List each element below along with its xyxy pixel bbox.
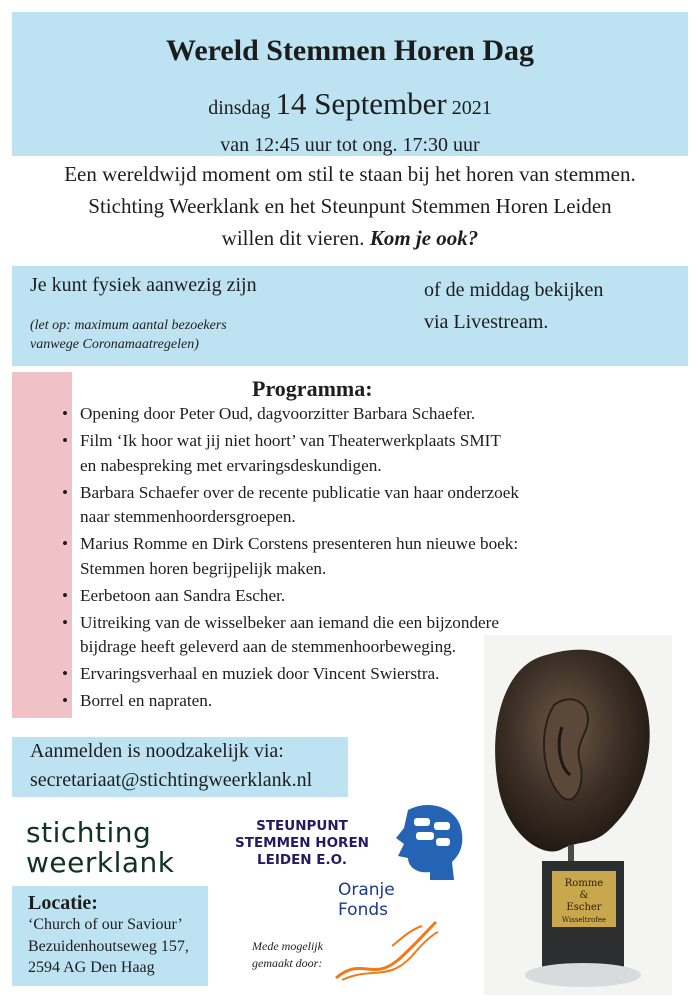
plaque-line-2: & (579, 890, 589, 901)
program-item (62, 481, 622, 530)
program-item-line: naar stemmenhoordersgroepen. (80, 507, 296, 526)
stichting-weerklank-logo (26, 818, 174, 878)
steunpunt-logo (218, 818, 478, 888)
program-item-line: bijdrage heeft geleverd aan de stemmenhoorbeweging. (80, 637, 457, 656)
steunpunt-logo-text (218, 818, 386, 869)
sponsor-caption-line-1: Mede mogelijk (252, 939, 323, 953)
header-banner (12, 12, 688, 156)
plaque-line-4: Wisseltrofee (561, 916, 607, 924)
location-title: Locatie: (28, 892, 98, 914)
intro-line-1: Een wereldwijd moment om stil te staan bij het horen van stemmen. (64, 162, 636, 186)
intro-line-3 (12, 222, 688, 254)
intro-emphasis: Kom je ook? (369, 226, 479, 250)
program-item-line: • Uitreiking van de wisselbeker aan iemand die een bijzondere (80, 612, 500, 632)
sponsor-caption-line-2: gemaakt door: (252, 956, 323, 970)
weerklank-logo-line-2: weerklank (26, 846, 175, 879)
attend-note-line-2: vanwege Coronamaatregelen) (30, 337, 199, 352)
event-time: van 12:45 uur tot ong. 17:30 uur (220, 134, 480, 156)
date-year: 2021 (451, 97, 492, 119)
program-item-line: • Eerbetoon aan Sandra Escher. (80, 585, 286, 605)
oranje-line-2: Fonds (338, 900, 388, 920)
plaque-line-1: Romme (564, 878, 604, 889)
program-title: Programma: (252, 376, 373, 401)
steunpunt-line-1: STEUNPUNT (256, 818, 348, 834)
program-item-line: en nabespreking met ervaringsdeskundigen. (80, 455, 382, 475)
date-day-month: 14 September (275, 86, 447, 121)
page-title: Wereld Stemmen Horen Dag (165, 34, 534, 67)
ear-trophy-image (484, 635, 672, 995)
program-item-line: • Marius Romme en Dirk Corstens presenteren hun nieuwe boek: (80, 534, 519, 553)
program-item-line: • Ervaringsverhaal en muziek door Vincent Swierstra. (80, 664, 440, 683)
location-street: Bezuidenhoutseweg 157, (28, 938, 189, 955)
date-weekday: dinsdag (208, 97, 271, 119)
program-item-line: • Barbara Schaefer over de recente publicatie van haar onderzoek (80, 482, 519, 502)
attend-right-line-1: of de middag bekijken (424, 279, 604, 301)
attend-options-band (12, 266, 688, 366)
oranje-line-1: Oranje (338, 880, 395, 900)
program-item (62, 402, 622, 427)
attend-note-line-1: (let op: maximum aantal bezoekers (30, 318, 227, 333)
head-speech-icon (386, 800, 466, 886)
attend-livestream (424, 274, 603, 338)
steunpunt-line-2: STEMMEN HOREN (235, 835, 369, 851)
weerklank-logo-line-1: stichting (26, 816, 152, 849)
oranje-fonds-logo (332, 880, 442, 985)
oranje-fonds-text (338, 880, 395, 920)
program-item (62, 429, 622, 478)
program-item (62, 584, 622, 609)
location-box (12, 886, 208, 986)
program-item-line: • Opening door Peter Oud, dagvoorzitter Barbara Schaefer. (80, 404, 476, 423)
intro-text (12, 158, 688, 254)
registration-box (12, 737, 348, 797)
attend-physical: Je kunt fysiek aanwezig zijn (30, 274, 257, 296)
intro-line-2: Stichting Weerklank en het Steunpunt Stemmen Horen Leiden (88, 194, 612, 218)
sponsor-caption (252, 938, 332, 972)
program-item (62, 532, 622, 581)
plaque-line-3: Escher (566, 902, 602, 913)
location-venue: ‘Church of our Saviour’ (28, 916, 183, 933)
intro-line-3-text: willen dit vieren. (221, 226, 365, 250)
program-item-line: • Borrel en napraten. (80, 691, 213, 710)
registration-email[interactable]: secretariaat@stichtingweerklank.nl (30, 769, 313, 791)
program-item-line: Stemmen horen begrijpelijk maken. (80, 558, 327, 578)
attend-right-line-2: via Livestream. (424, 311, 549, 333)
program-item-line: • Film ‘Ik hoor wat jij niet hoort’ van Theaterwerkplaats SMIT (80, 431, 501, 450)
registration-label: Aanmelden is noodzakelijk via: (30, 740, 284, 762)
event-date (12, 86, 688, 122)
attend-corona-note (30, 316, 227, 354)
steunpunt-line-3: LEIDEN E.O. (257, 852, 347, 868)
location-city: 2594 AG Den Haag (28, 959, 155, 976)
oranje-swirl-icon (332, 916, 442, 984)
